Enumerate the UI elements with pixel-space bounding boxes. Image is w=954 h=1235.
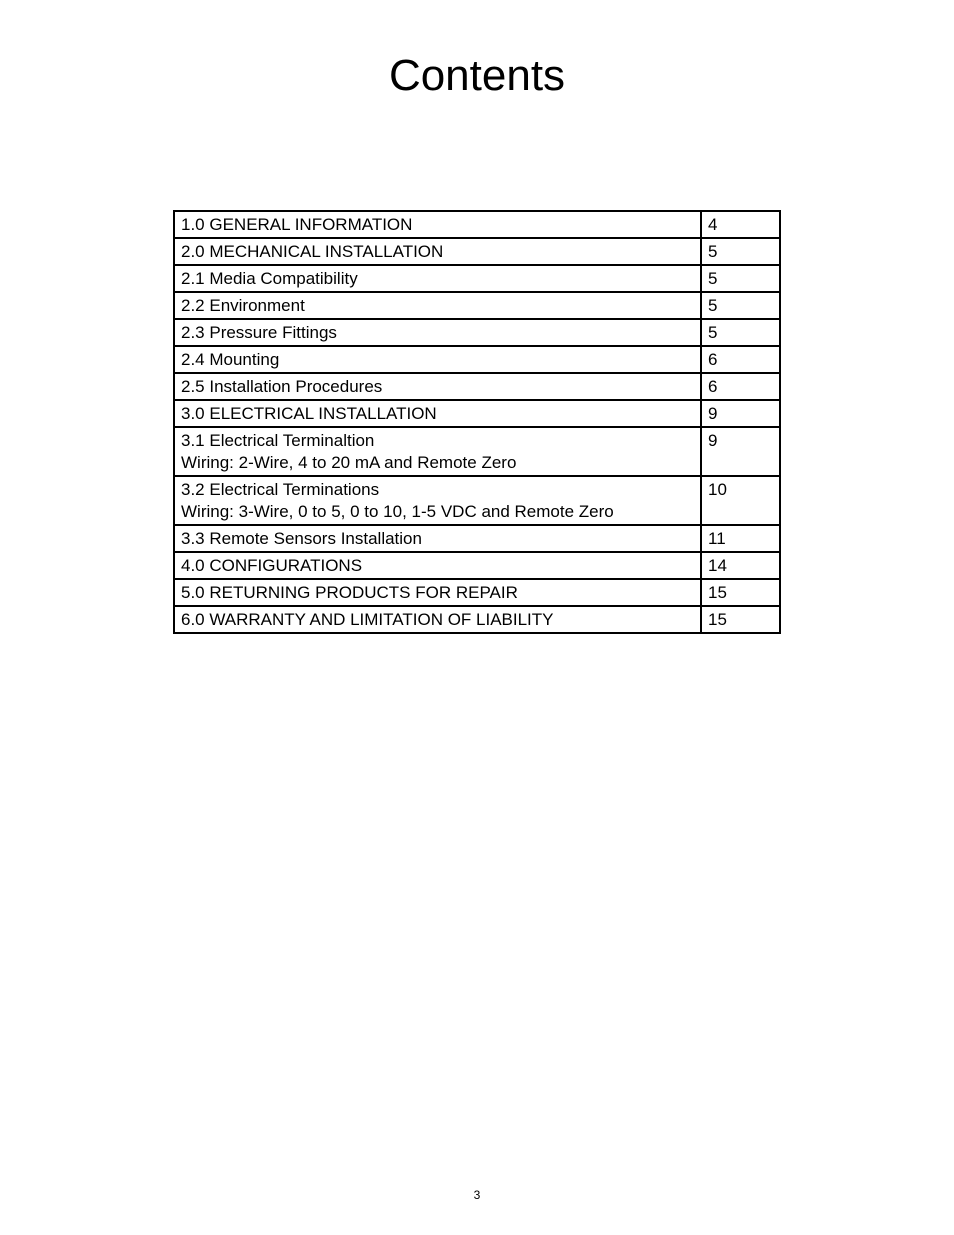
toc-entry-heading: 2.4 Mounting <box>181 350 280 369</box>
toc-entry-page: 10 <box>701 476 780 525</box>
toc-row <box>174 265 780 292</box>
toc-entry-page: 9 <box>701 427 780 476</box>
toc-entry-heading: 6.0 WARRANTY AND LIMITATION OF LIABILITY <box>181 610 554 629</box>
table-of-contents <box>173 210 781 634</box>
page-number: 3 <box>473 1188 481 1202</box>
toc-entry-title <box>174 346 701 373</box>
toc-entry-title <box>174 373 701 400</box>
toc-row <box>174 211 780 238</box>
toc-entry-heading: 2.5 Installation Procedures <box>181 377 383 396</box>
toc-row <box>174 319 780 346</box>
toc-entry-heading: 3.3 Remote Sensors Installation <box>181 529 422 548</box>
toc-entry-heading: 2.0 MECHANICAL INSTALLATION <box>181 242 444 261</box>
toc-entry-title <box>174 211 701 238</box>
toc-entry-title <box>174 265 701 292</box>
toc-entry-page: 5 <box>701 292 780 319</box>
toc-row <box>174 525 780 552</box>
toc-entry-page: 5 <box>701 319 780 346</box>
toc-entry-page: 15 <box>701 606 780 633</box>
toc-row <box>174 346 780 373</box>
toc-row <box>174 400 780 427</box>
toc-row <box>174 476 780 525</box>
toc-row <box>174 552 780 579</box>
toc-entry-subtitle: Wiring: 3-Wire, 0 to 5, 0 to 10, 1-5 VDC and Remote Zero <box>181 502 614 521</box>
toc-entry-heading: 2.3 Pressure Fittings <box>181 323 337 342</box>
toc-entry-subtitle: Wiring: 2-Wire, 4 to 20 mA and Remote Zero <box>181 453 517 472</box>
toc-entry-title <box>174 579 701 606</box>
toc-entry-heading: 1.0 GENERAL INFORMATION <box>181 215 413 234</box>
toc-row <box>174 238 780 265</box>
toc-row <box>174 427 780 476</box>
toc-entry-title <box>174 476 701 525</box>
toc-row <box>174 292 780 319</box>
toc-entry-heading: 5.0 RETURNING PRODUCTS FOR REPAIR <box>181 583 518 602</box>
toc-entry-title <box>174 552 701 579</box>
toc-entry-page: 6 <box>701 346 780 373</box>
toc-entry-heading: 3.0 ELECTRICAL INSTALLATION <box>181 404 437 423</box>
toc-entry-page: 15 <box>701 579 780 606</box>
toc-entry-heading: 3.1 Electrical Terminaltion <box>181 431 375 450</box>
toc-entry-page: 14 <box>701 552 780 579</box>
toc-row <box>174 606 780 633</box>
toc-entry-title <box>174 292 701 319</box>
toc-entry-title <box>174 427 701 476</box>
toc-entry-page: 9 <box>701 400 780 427</box>
toc-entry-heading: 2.1 Media Compatibility <box>181 269 358 288</box>
toc-row <box>174 373 780 400</box>
toc-row <box>174 579 780 606</box>
toc-entry-title <box>174 319 701 346</box>
toc-entry-title <box>174 400 701 427</box>
toc-entry-page: 4 <box>701 211 780 238</box>
toc-entry-page: 11 <box>701 525 780 552</box>
toc-entry-heading: 3.2 Electrical Terminations <box>181 480 380 499</box>
toc-entry-page: 6 <box>701 373 780 400</box>
toc-entry-page: 5 <box>701 265 780 292</box>
toc-entry-title <box>174 606 701 633</box>
toc-entry-title <box>174 238 701 265</box>
page-title: Contents <box>388 51 566 100</box>
toc-entry-title <box>174 525 701 552</box>
toc-body <box>174 211 780 633</box>
toc-entry-heading: 2.2 Environment <box>181 296 305 315</box>
toc-entry-heading: 4.0 CONFIGURATIONS <box>181 556 363 575</box>
toc-entry-page: 5 <box>701 238 780 265</box>
